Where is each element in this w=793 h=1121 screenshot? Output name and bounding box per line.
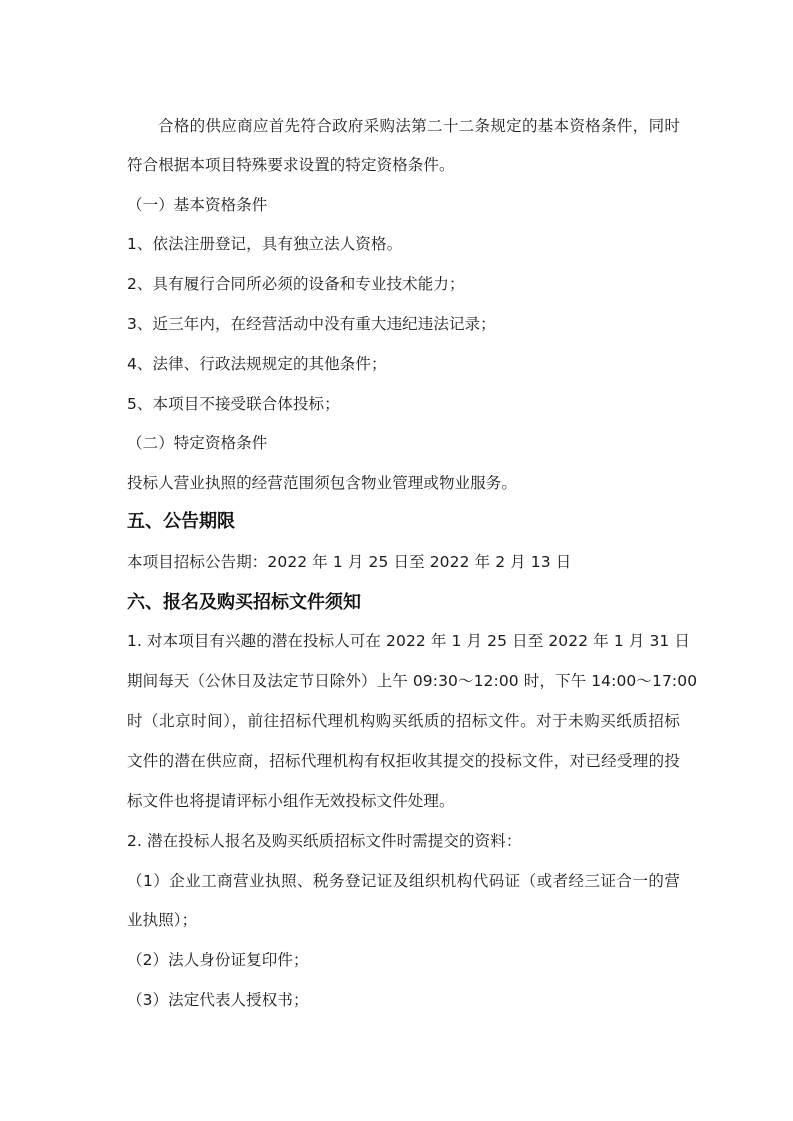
section-6-heading: 六、报名及购买招标文件须知 xyxy=(127,592,361,613)
registration-para-line-5: 标文件也将提请评标小组作无效投标文件处理。 xyxy=(127,792,455,810)
basic-item-1: 1、依法注册登记，具有独立法人资格。 xyxy=(127,235,403,253)
basic-item-2: 2、具有履行合同所必须的设备和专业技术能力； xyxy=(127,275,465,293)
material-item-2: （2）法人身份证复印件； xyxy=(127,951,309,969)
registration-para-line-1: 1. 对本项目有兴趣的潜在投标人可在 2022 年 1 月 25 日至 2022 年 1 月 31 日 xyxy=(127,632,691,650)
registration-para-line-4: 文件的潜在供应商，招标代理机构有权拒收其提交的投标文件，对已经受理的投 xyxy=(127,752,680,770)
registration-para-line-3: 时（北京时间），前往招标代理机构购买纸质的招标文件。对于未购买纸质招标 xyxy=(127,712,680,730)
basic-conditions-title: （一）基本资格条件 xyxy=(127,196,268,214)
intro-line-2: 符合根据本项目特殊要求设置的特定资格条件。 xyxy=(127,156,455,174)
basic-item-3: 3、近三年内，在经营活动中没有重大违纪违法记录； xyxy=(127,315,496,333)
material-item-1-cont: 业执照）； xyxy=(127,911,198,929)
registration-para-line-2: 期间每天（公休日及法定节日除外）上午 09:30～12:00 时，下午 14:00～17:00 xyxy=(127,672,698,690)
special-conditions-text: 投标人营业执照的经营范围须包含物业管理或物业服务。 xyxy=(127,474,518,492)
required-materials-intro: 2. 潜在投标人报名及购买纸质招标文件时需提交的资料： xyxy=(127,832,522,850)
basic-item-4: 4、法律、行政法规规定的其他条件； xyxy=(127,355,387,373)
section-5-heading: 五、公告期限 xyxy=(127,511,235,532)
material-item-1: （1）企业工商营业执照、税务登记证及组织机构代码证（或者经三证合一的营 xyxy=(127,872,680,890)
intro-line-1: 合格的供应商应首先符合政府采购法第二十二条规定的基本资格条件，同时 xyxy=(158,117,680,135)
basic-item-5: 5、本项目不接受联合体投标； xyxy=(127,395,340,413)
special-conditions-title: （二）特定资格条件 xyxy=(127,434,268,452)
announcement-period-text: 本项目招标公告期：2022 年 1 月 25 日至 2022 年 2 月 13 日 xyxy=(127,553,572,571)
material-item-3: （3）法定代表人授权书； xyxy=(127,991,309,1009)
